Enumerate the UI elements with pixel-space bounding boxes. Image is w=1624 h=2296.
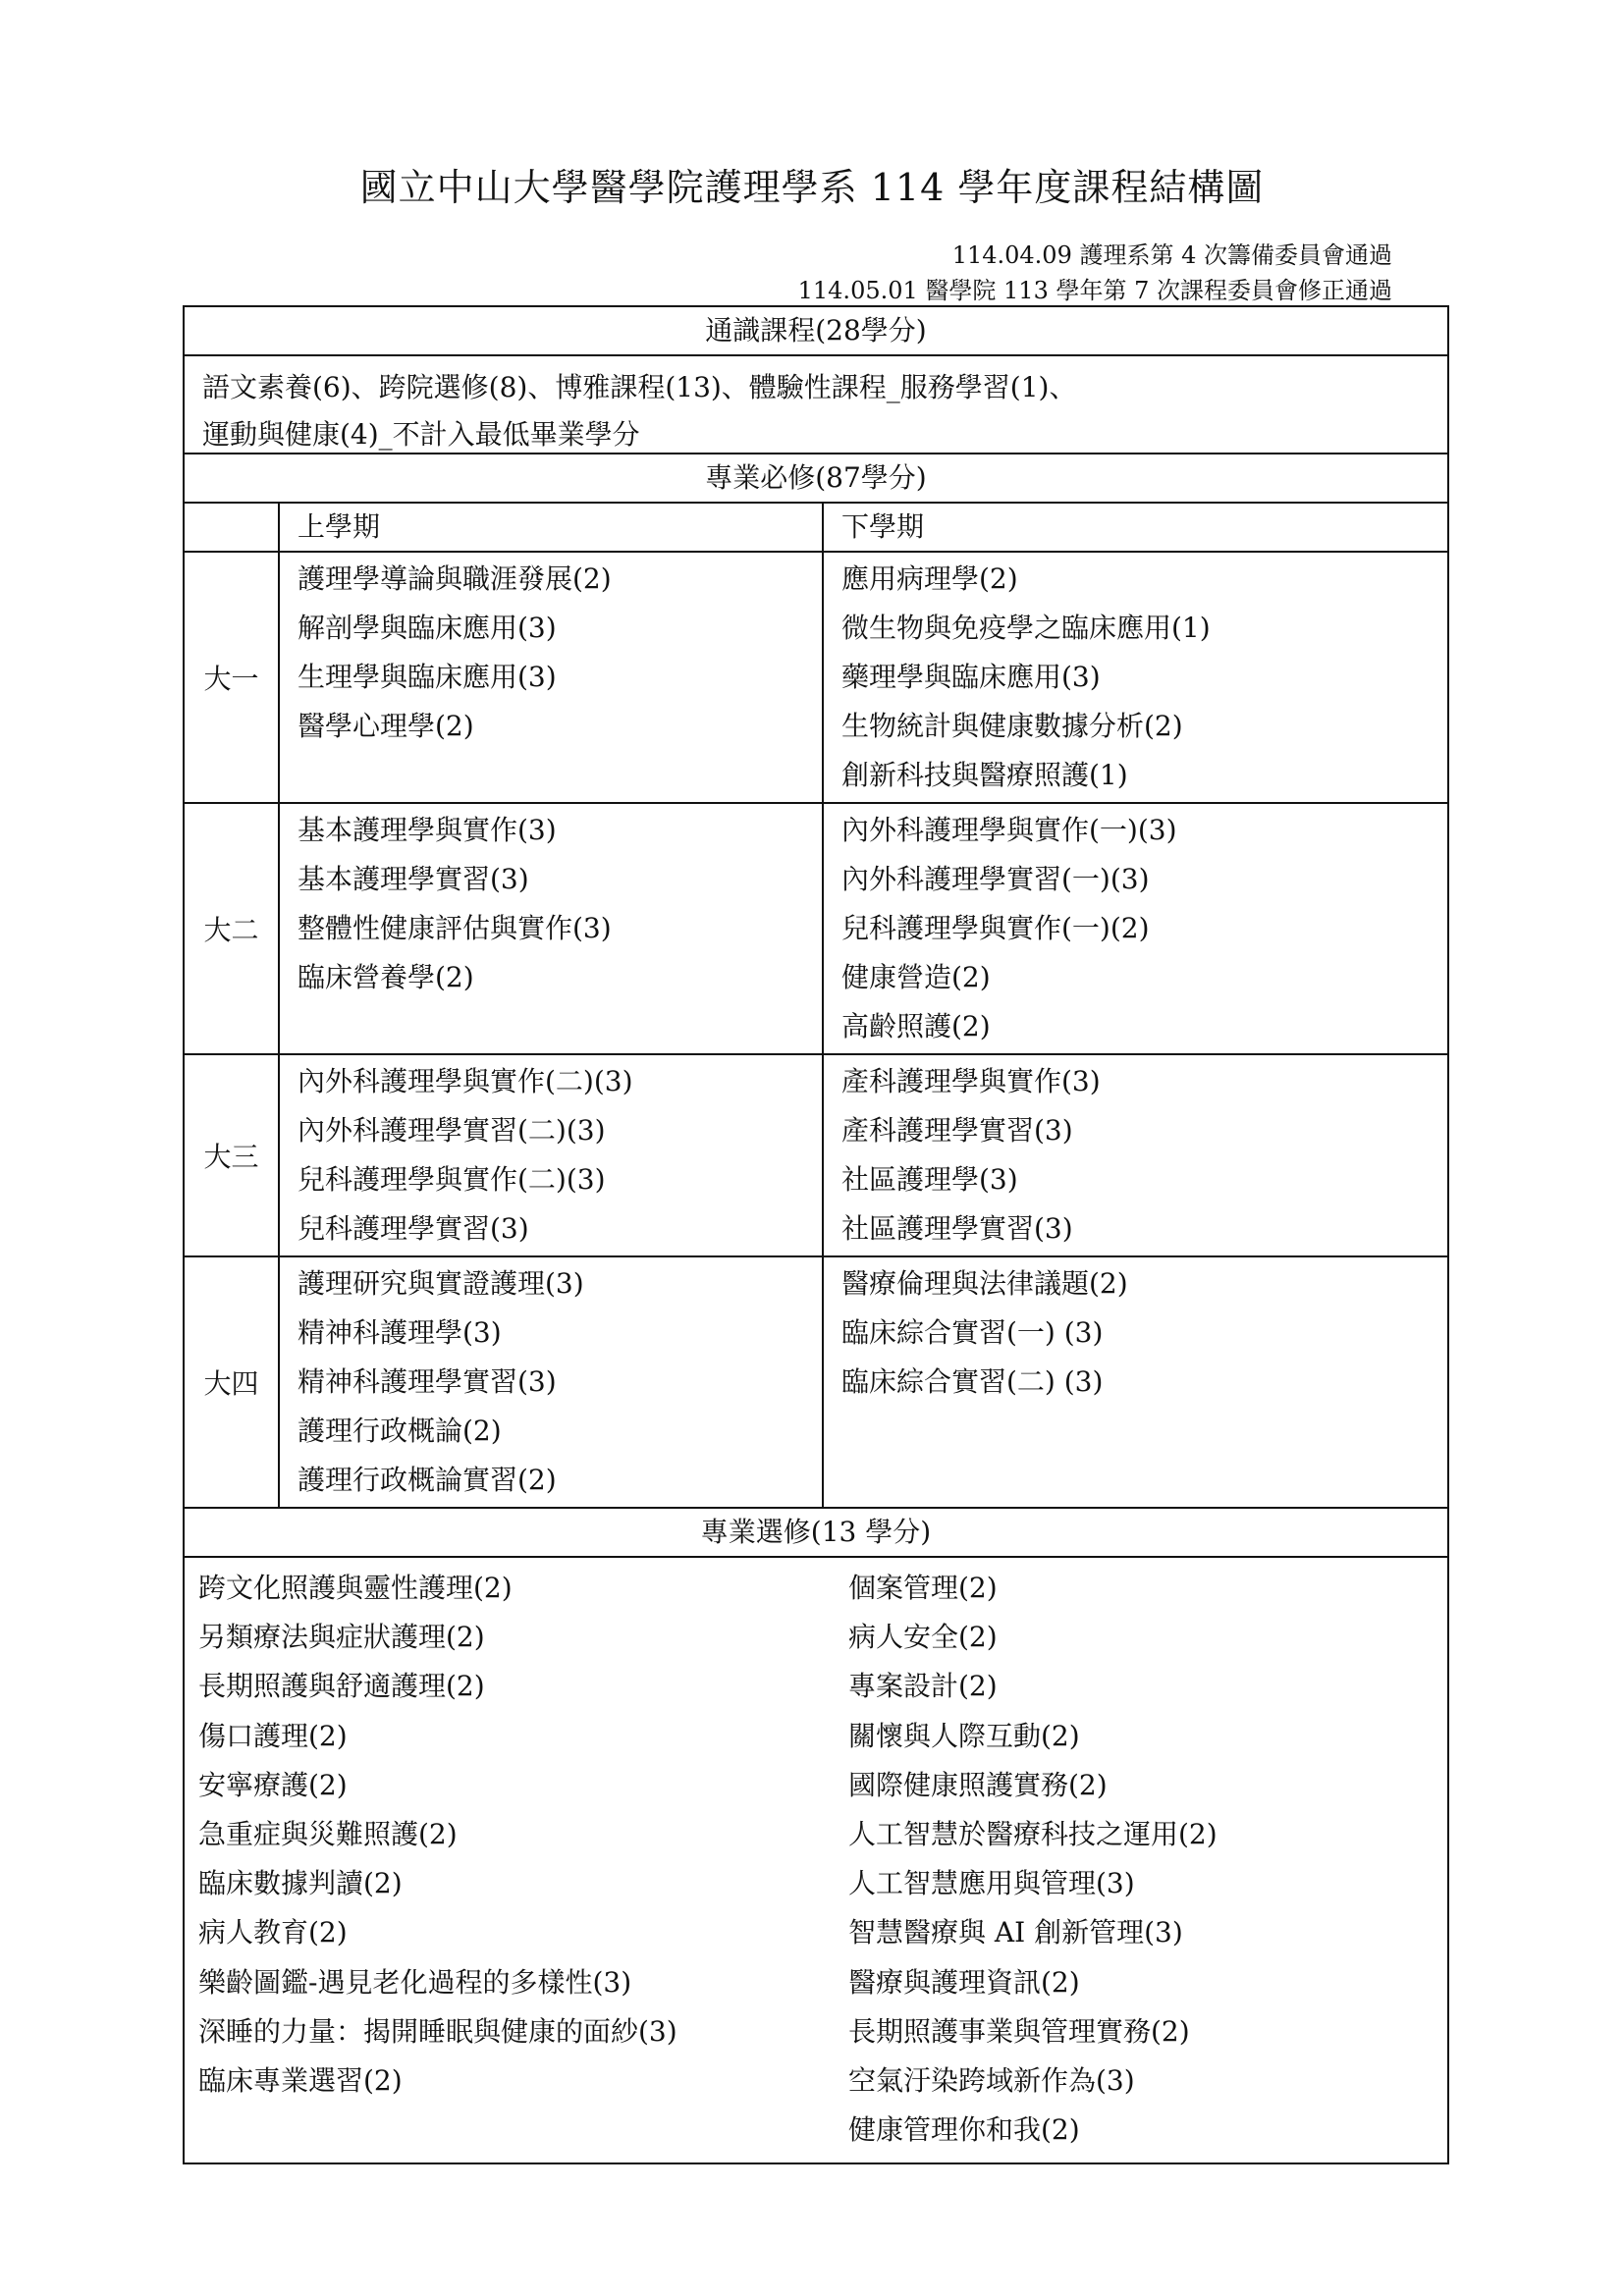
first-semester-courses bbox=[280, 553, 824, 802]
second-semester-courses bbox=[824, 1257, 1447, 1507]
course-item: 內外科護理學與實作(二)(3) bbox=[298, 1065, 633, 1097]
general-education-body bbox=[185, 356, 1447, 454]
first-semester-courses bbox=[280, 1055, 824, 1255]
course-item: 兒科護理學與實作(二)(3) bbox=[298, 1163, 606, 1196]
page-title: 國立中山大學醫學院護理學系 114 學年度課程結構圖 bbox=[359, 166, 1265, 209]
course-item: 護理研究與實證護理(3) bbox=[298, 1267, 584, 1300]
course-item: 護理學導論與職涯發展(2) bbox=[298, 562, 612, 595]
course-item: 健康管理你和我(2) bbox=[848, 2113, 1080, 2147]
required-courses-header: 專業必修(87學分) bbox=[185, 454, 1447, 504]
course-item: 兒科護理學與實作(一)(2) bbox=[841, 912, 1150, 944]
course-item: 內外科護理學實習(二)(3) bbox=[298, 1114, 606, 1147]
course-item: 解剖學與臨床應用(3) bbox=[298, 612, 557, 644]
year-row bbox=[185, 1055, 1447, 1257]
course-item: 個案管理(2) bbox=[848, 1572, 998, 1604]
first-semester-courses bbox=[280, 1257, 824, 1507]
course-item: 產科護理學實習(3) bbox=[841, 1114, 1073, 1147]
year-label: 大三 bbox=[185, 1055, 280, 1255]
general-education-line: 語文素養(6)、跨院選修(8)、博雅課程(13)、體驗性課程_服務學習(1)、 bbox=[202, 371, 1077, 403]
first-semester-header: 上學期 bbox=[280, 504, 824, 551]
year-row bbox=[185, 804, 1447, 1055]
course-item: 急重症與災難照護(2) bbox=[198, 1817, 458, 1850]
course-item: 臨床綜合實習(一) (3) bbox=[841, 1316, 1104, 1349]
course-item: 臨床綜合實習(二) (3) bbox=[841, 1365, 1104, 1398]
course-item: 長期照護與舒適護理(2) bbox=[198, 1670, 485, 1703]
course-item: 產科護理學與實作(3) bbox=[841, 1065, 1101, 1097]
course-item: 兒科護理學實習(3) bbox=[298, 1212, 529, 1245]
course-item: 醫學心理學(2) bbox=[298, 710, 474, 742]
second-semester-courses bbox=[824, 804, 1447, 1053]
course-item: 安寧療護(2) bbox=[198, 1768, 348, 1801]
course-item: 社區護理學(3) bbox=[841, 1163, 1018, 1196]
general-education-line: 運動與健康(4)_不計入最低畢業學分 bbox=[202, 418, 640, 451]
course-item: 樂齡圖鑑-遇見老化過程的多樣性(3) bbox=[198, 1965, 632, 1999]
course-item: 內外科護理學與實作(一)(3) bbox=[841, 814, 1177, 846]
course-item: 長期照護事業與管理實務(2) bbox=[848, 2014, 1190, 2048]
course-item: 人工智慧應用與管理(3) bbox=[848, 1867, 1135, 1900]
course-item: 整體性健康評估與實作(3) bbox=[298, 912, 612, 944]
course-item: 智慧醫療與 AI 創新管理(3) bbox=[848, 1916, 1183, 1949]
course-item: 應用病理學(2) bbox=[841, 562, 1018, 595]
course-item: 病人安全(2) bbox=[848, 1621, 998, 1654]
year-row bbox=[185, 1257, 1447, 1509]
course-item: 內外科護理學實習(一)(3) bbox=[841, 863, 1150, 895]
course-item: 專案設計(2) bbox=[848, 1670, 998, 1703]
elective-left-column bbox=[185, 1564, 835, 2155]
approval-note: 114.05.01 醫學院 113 學年第 7 次課程委員會修正通過 bbox=[797, 277, 1392, 304]
course-item: 跨文化照護與靈性護理(2) bbox=[198, 1572, 513, 1604]
course-item: 基本護理學實習(3) bbox=[298, 863, 529, 895]
course-item: 關懷與人際互動(2) bbox=[848, 1719, 1080, 1752]
course-item: 國際健康照護實務(2) bbox=[848, 1768, 1108, 1801]
course-item: 臨床營養學(2) bbox=[298, 961, 474, 993]
course-item: 生物統計與健康數據分析(2) bbox=[841, 710, 1183, 742]
general-education-header: 通識課程(28學分) bbox=[185, 307, 1447, 356]
course-item: 人工智慧於醫療科技之運用(2) bbox=[848, 1817, 1218, 1850]
course-item: 社區護理學實習(3) bbox=[841, 1212, 1073, 1245]
elective-courses-header: 專業選修(13 學分) bbox=[185, 1509, 1447, 1558]
second-semester-courses bbox=[824, 553, 1447, 802]
year-row bbox=[185, 553, 1447, 804]
year-label: 大二 bbox=[185, 804, 280, 1053]
elective-right-column bbox=[835, 1564, 1218, 2155]
semester-header-row bbox=[185, 504, 1447, 553]
course-item: 醫療倫理與法律議題(2) bbox=[841, 1267, 1128, 1300]
second-semester-header: 下學期 bbox=[841, 510, 925, 543]
course-item: 生理學與臨床應用(3) bbox=[298, 661, 557, 693]
year-label: 大一 bbox=[185, 553, 280, 802]
first-semester-courses bbox=[280, 804, 824, 1053]
course-item: 微生物與免疫學之臨床應用(1) bbox=[841, 612, 1211, 644]
required-years bbox=[185, 553, 1447, 1509]
course-item: 護理行政概論(2) bbox=[298, 1415, 502, 1447]
course-item: 醫療與護理資訊(2) bbox=[848, 1965, 1080, 1999]
course-item: 另類療法與症狀護理(2) bbox=[198, 1621, 485, 1654]
course-item: 深睡的力量：揭開睡眠與健康的面紗(3) bbox=[198, 2014, 677, 2048]
course-item: 精神科護理學實習(3) bbox=[298, 1365, 557, 1398]
course-item: 高齡照護(2) bbox=[841, 1010, 991, 1042]
course-item: 臨床數據判讀(2) bbox=[198, 1867, 403, 1900]
course-item: 精神科護理學(3) bbox=[298, 1316, 502, 1349]
course-structure-table bbox=[183, 305, 1449, 2164]
second-semester-courses bbox=[824, 1055, 1447, 1255]
course-item: 藥理學與臨床應用(3) bbox=[841, 661, 1101, 693]
year-label: 大四 bbox=[185, 1257, 280, 1507]
course-item: 病人教育(2) bbox=[198, 1916, 348, 1949]
course-item: 傷口護理(2) bbox=[198, 1719, 348, 1752]
course-item: 基本護理學與實作(3) bbox=[298, 814, 557, 846]
approval-note: 114.04.09 護理系第 4 次籌備委員會通過 bbox=[951, 241, 1392, 269]
course-item: 創新科技與醫療照護(1) bbox=[841, 759, 1128, 791]
year-header-blank bbox=[185, 504, 280, 551]
course-item: 護理行政概論實習(2) bbox=[298, 1464, 557, 1496]
elective-courses-body bbox=[185, 1558, 1447, 2163]
course-item: 健康營造(2) bbox=[841, 961, 991, 993]
course-item: 臨床專業選習(2) bbox=[198, 2063, 403, 2097]
course-item: 空氣汙染跨域新作為(3) bbox=[848, 2063, 1135, 2097]
